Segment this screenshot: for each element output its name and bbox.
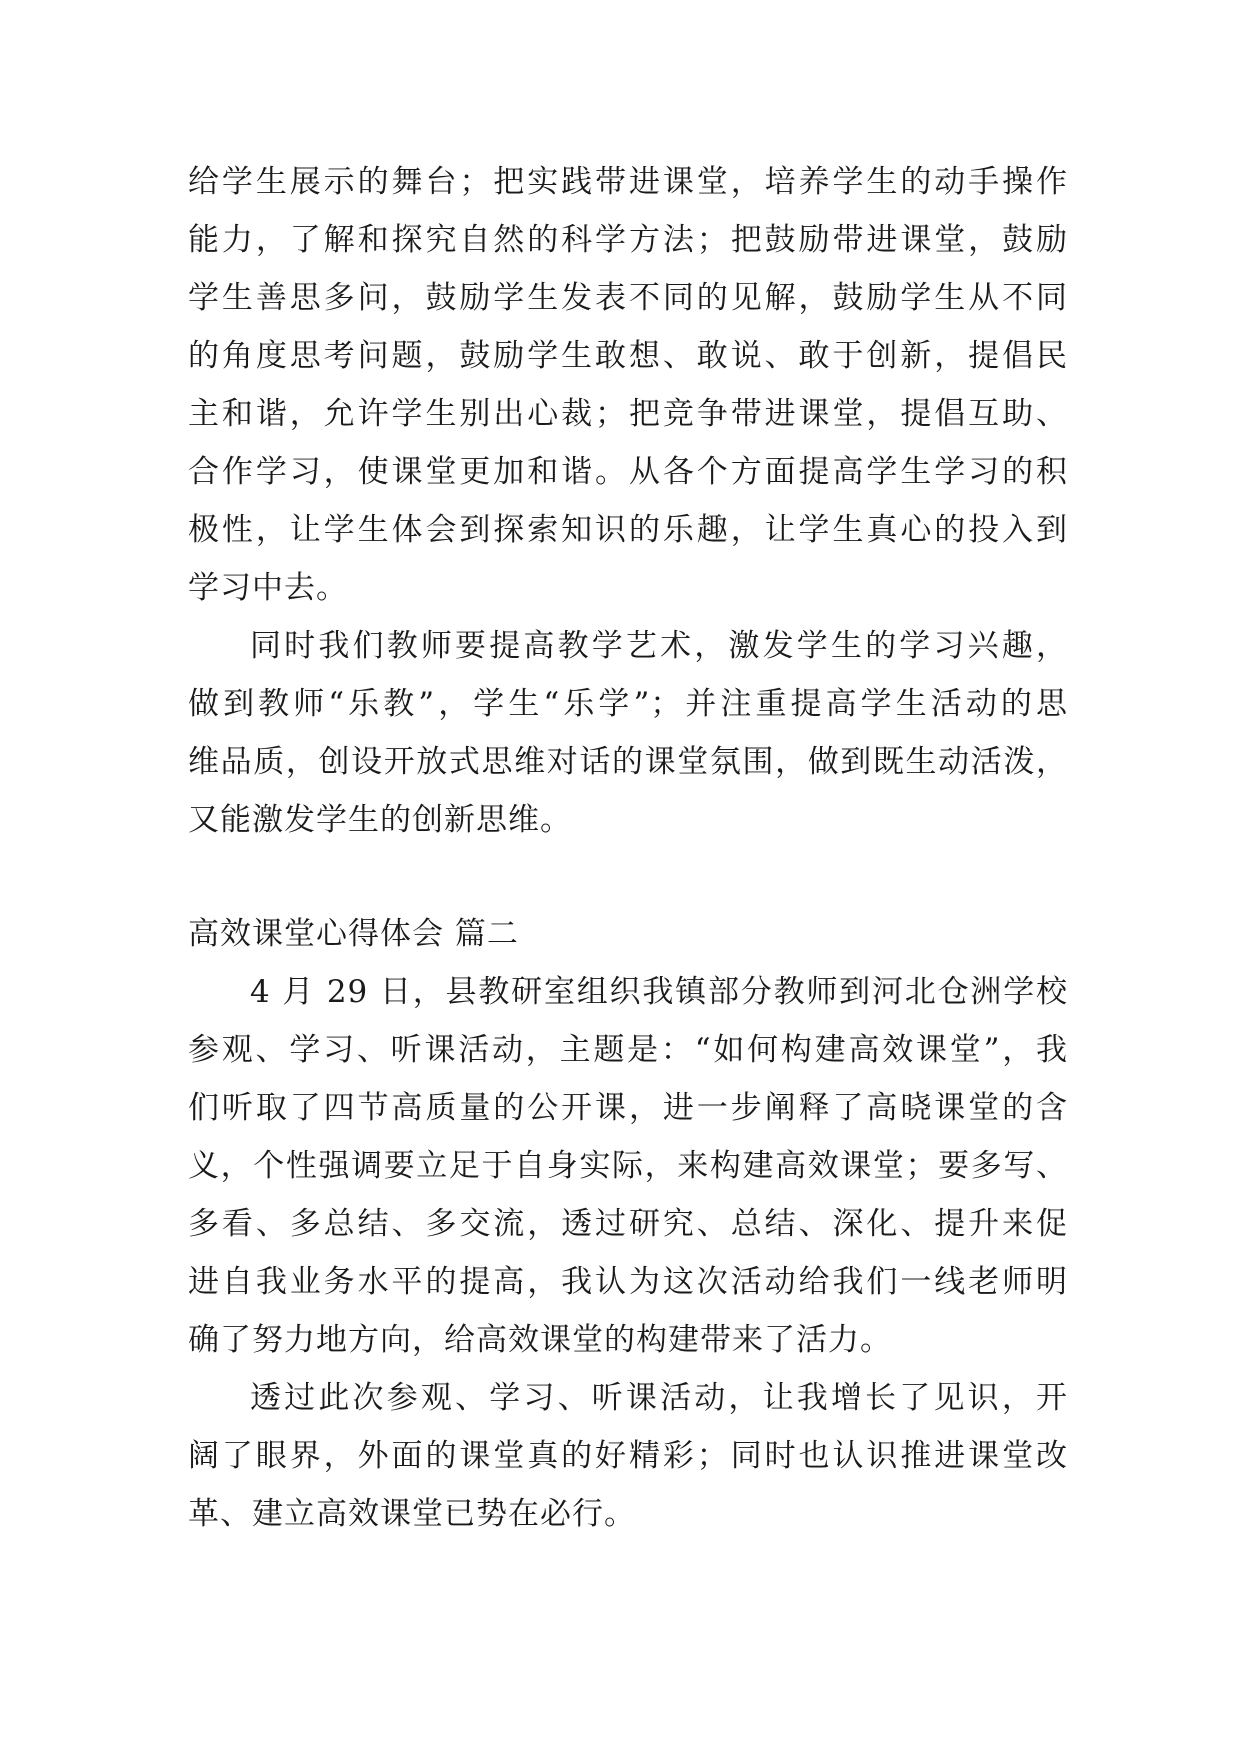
text-line: 确了努力地方向，给高效课堂的构建带来了活力。 xyxy=(188,1322,892,1358)
text-line: 极性，让学生体会到探索知识的乐趣，让学生真心的投入到 xyxy=(188,512,1068,548)
paragraph-first-line: 透过此次参观、学习、听课活动，让我增长了见识，开 xyxy=(250,1380,1068,1416)
paragraph-first-line: 同时我们教师要提高教学艺术，激发学生的学习兴趣， xyxy=(250,628,1068,664)
text-line: 合作学习，使课堂更加和谐。从各个方面提高学生学习的积 xyxy=(188,454,1068,490)
text-line: 给学生展示的舞台；把实践带进课堂，培养学生的动手操作 xyxy=(188,164,1068,200)
text-line: 学生善思多问，鼓励学生发表不同的见解，鼓励学生从不同 xyxy=(188,280,1068,316)
text-line: 进自我业务水平的提高，我认为这次活动给我们一线老师明 xyxy=(188,1264,1068,1300)
text-line: 们听取了四节高质量的公开课，进一步阐释了高晓课堂的含 xyxy=(188,1090,1068,1126)
text-line: 多看、多总结、多交流，透过研究、总结、深化、提升来促 xyxy=(188,1206,1068,1242)
text-line: 革、建立高效课堂已势在必行。 xyxy=(188,1496,636,1532)
text-line: 又能激发学生的创新思维。 xyxy=(188,802,572,838)
text-line: 主和谐，允许学生别出心裁；把竞争带进课堂，提倡互助、 xyxy=(188,396,1068,432)
paragraph-first-line: 4 月 29 日，县教研室组织我镇部分教师到河北仓洲学校 xyxy=(250,974,1068,1010)
text-line: 义，个性强调要立足于自身实际，来构建高效课堂；要多写、 xyxy=(188,1148,1068,1184)
text-line: 做到教师“乐教”，学生“乐学”；并注重提高学生活动的思 xyxy=(188,686,1068,722)
text-line: 阔了眼界，外面的课堂真的好精彩；同时也认识推进课堂改 xyxy=(188,1438,1068,1474)
text-line: 能力，了解和探究自然的科学方法；把鼓励带进课堂，鼓励 xyxy=(188,222,1068,258)
text-line: 参观、学习、听课活动，主题是：“如何构建高效课堂”，我 xyxy=(188,1032,1068,1068)
section-heading: 高效课堂心得体会 篇二 xyxy=(188,916,519,952)
text-line: 维品质，创设开放式思维对话的课堂氛围，做到既生动活泼， xyxy=(188,744,1068,780)
text-line: 的角度思考问题，鼓励学生敢想、敢说、敢于创新，提倡民 xyxy=(188,338,1068,374)
text-line: 学习中去。 xyxy=(188,570,348,606)
